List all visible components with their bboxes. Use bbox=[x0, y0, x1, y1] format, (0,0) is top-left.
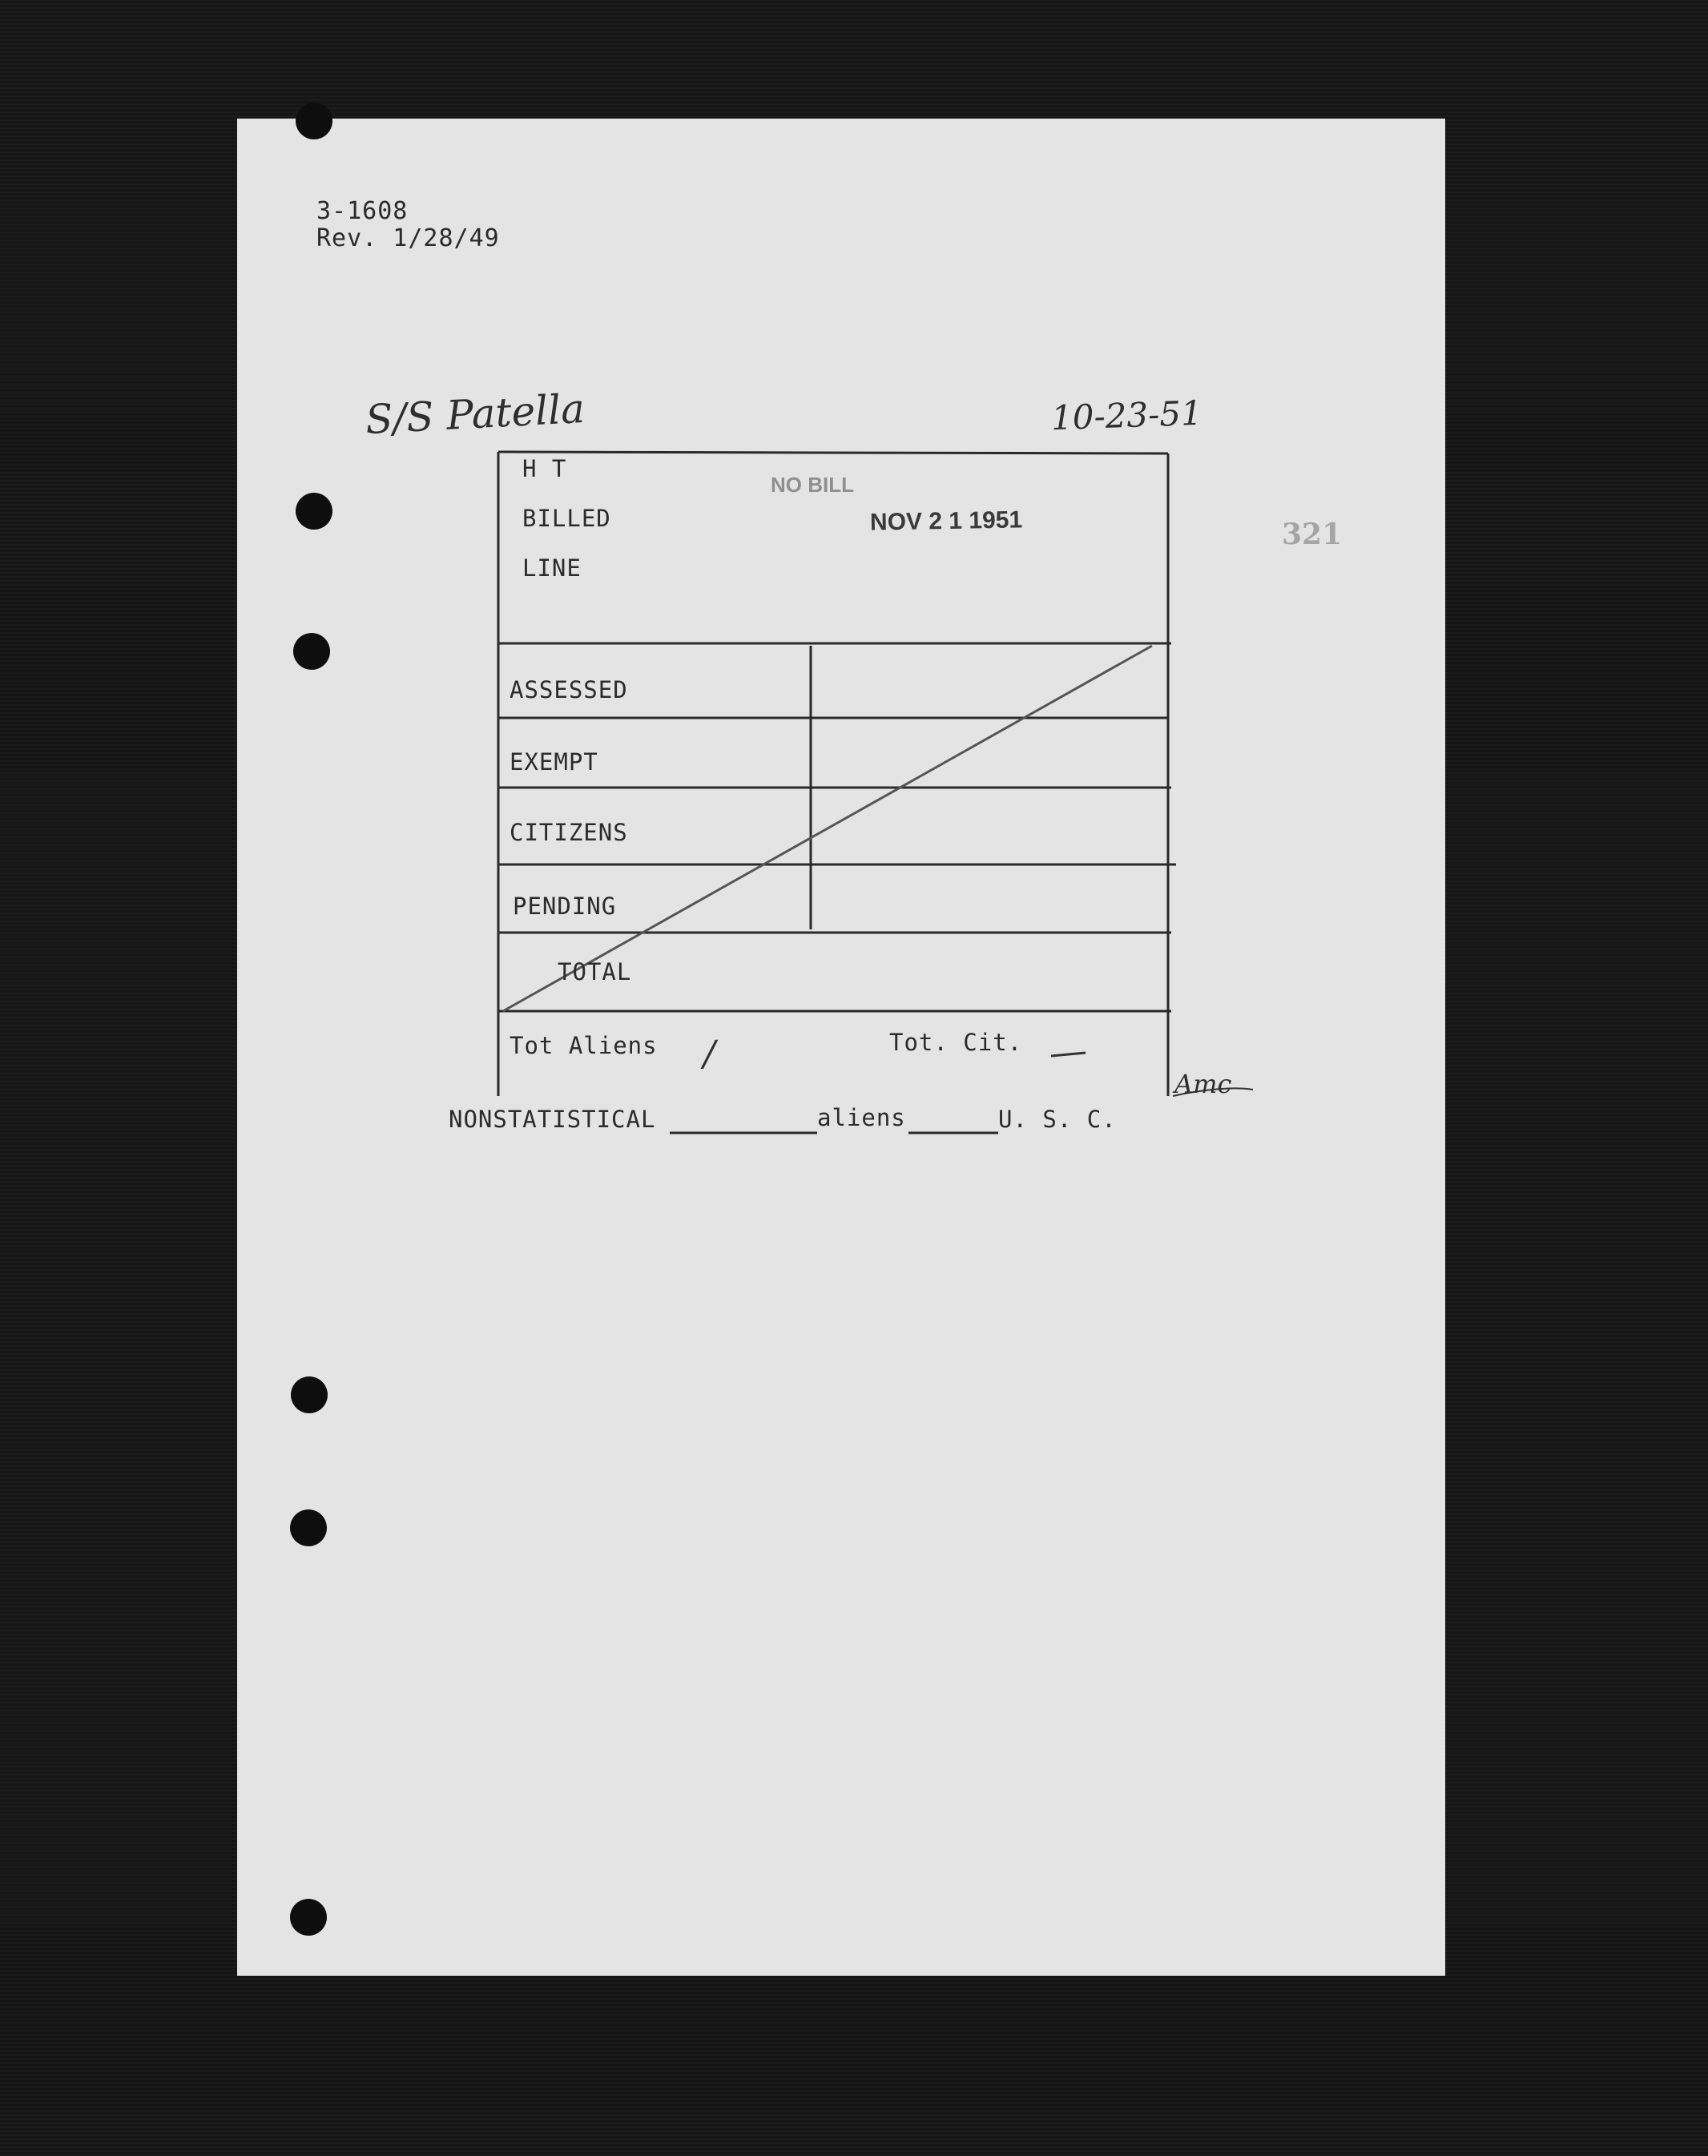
usc-label: U. S. C. bbox=[998, 1106, 1117, 1133]
tot-aliens-label: Tot Aliens bbox=[510, 1032, 658, 1059]
header-billed: BILLED bbox=[522, 505, 611, 532]
total-label: TOTAL bbox=[558, 958, 632, 985]
initials: Amc bbox=[1174, 1069, 1232, 1099]
tot-aliens-value: / bbox=[703, 1034, 715, 1074]
date-stamp: NOV 2 1 1951 bbox=[869, 506, 1023, 536]
handwritten-date: 10-23-51 bbox=[1050, 393, 1203, 438]
tot-cit-value bbox=[1054, 1027, 1061, 1034]
nonstatistical-label: NONSTATISTICAL bbox=[449, 1106, 656, 1133]
header-line: LINE bbox=[522, 554, 582, 582]
row-exempt-label: EXEMPT bbox=[510, 748, 598, 776]
no-bill-stamp: NO BILL bbox=[771, 473, 854, 497]
header-ht: H T bbox=[522, 455, 567, 482]
page-number-stamp: 321 bbox=[1282, 518, 1343, 551]
row-assessed-label: ASSESSED bbox=[510, 676, 628, 703]
cit-dash-mark bbox=[1051, 1053, 1086, 1056]
row-citizens-label: CITIZENS bbox=[510, 819, 628, 846]
form-revision: Rev. 1/28/49 bbox=[316, 224, 500, 252]
tot-cit-label: Tot. Cit. bbox=[889, 1029, 1023, 1056]
row-pending-label: PENDING bbox=[513, 893, 617, 920]
vessel-name: S/S Patella bbox=[364, 385, 586, 444]
aliens-label: aliens bbox=[817, 1104, 906, 1131]
form-number: 3-1608 bbox=[316, 197, 409, 225]
